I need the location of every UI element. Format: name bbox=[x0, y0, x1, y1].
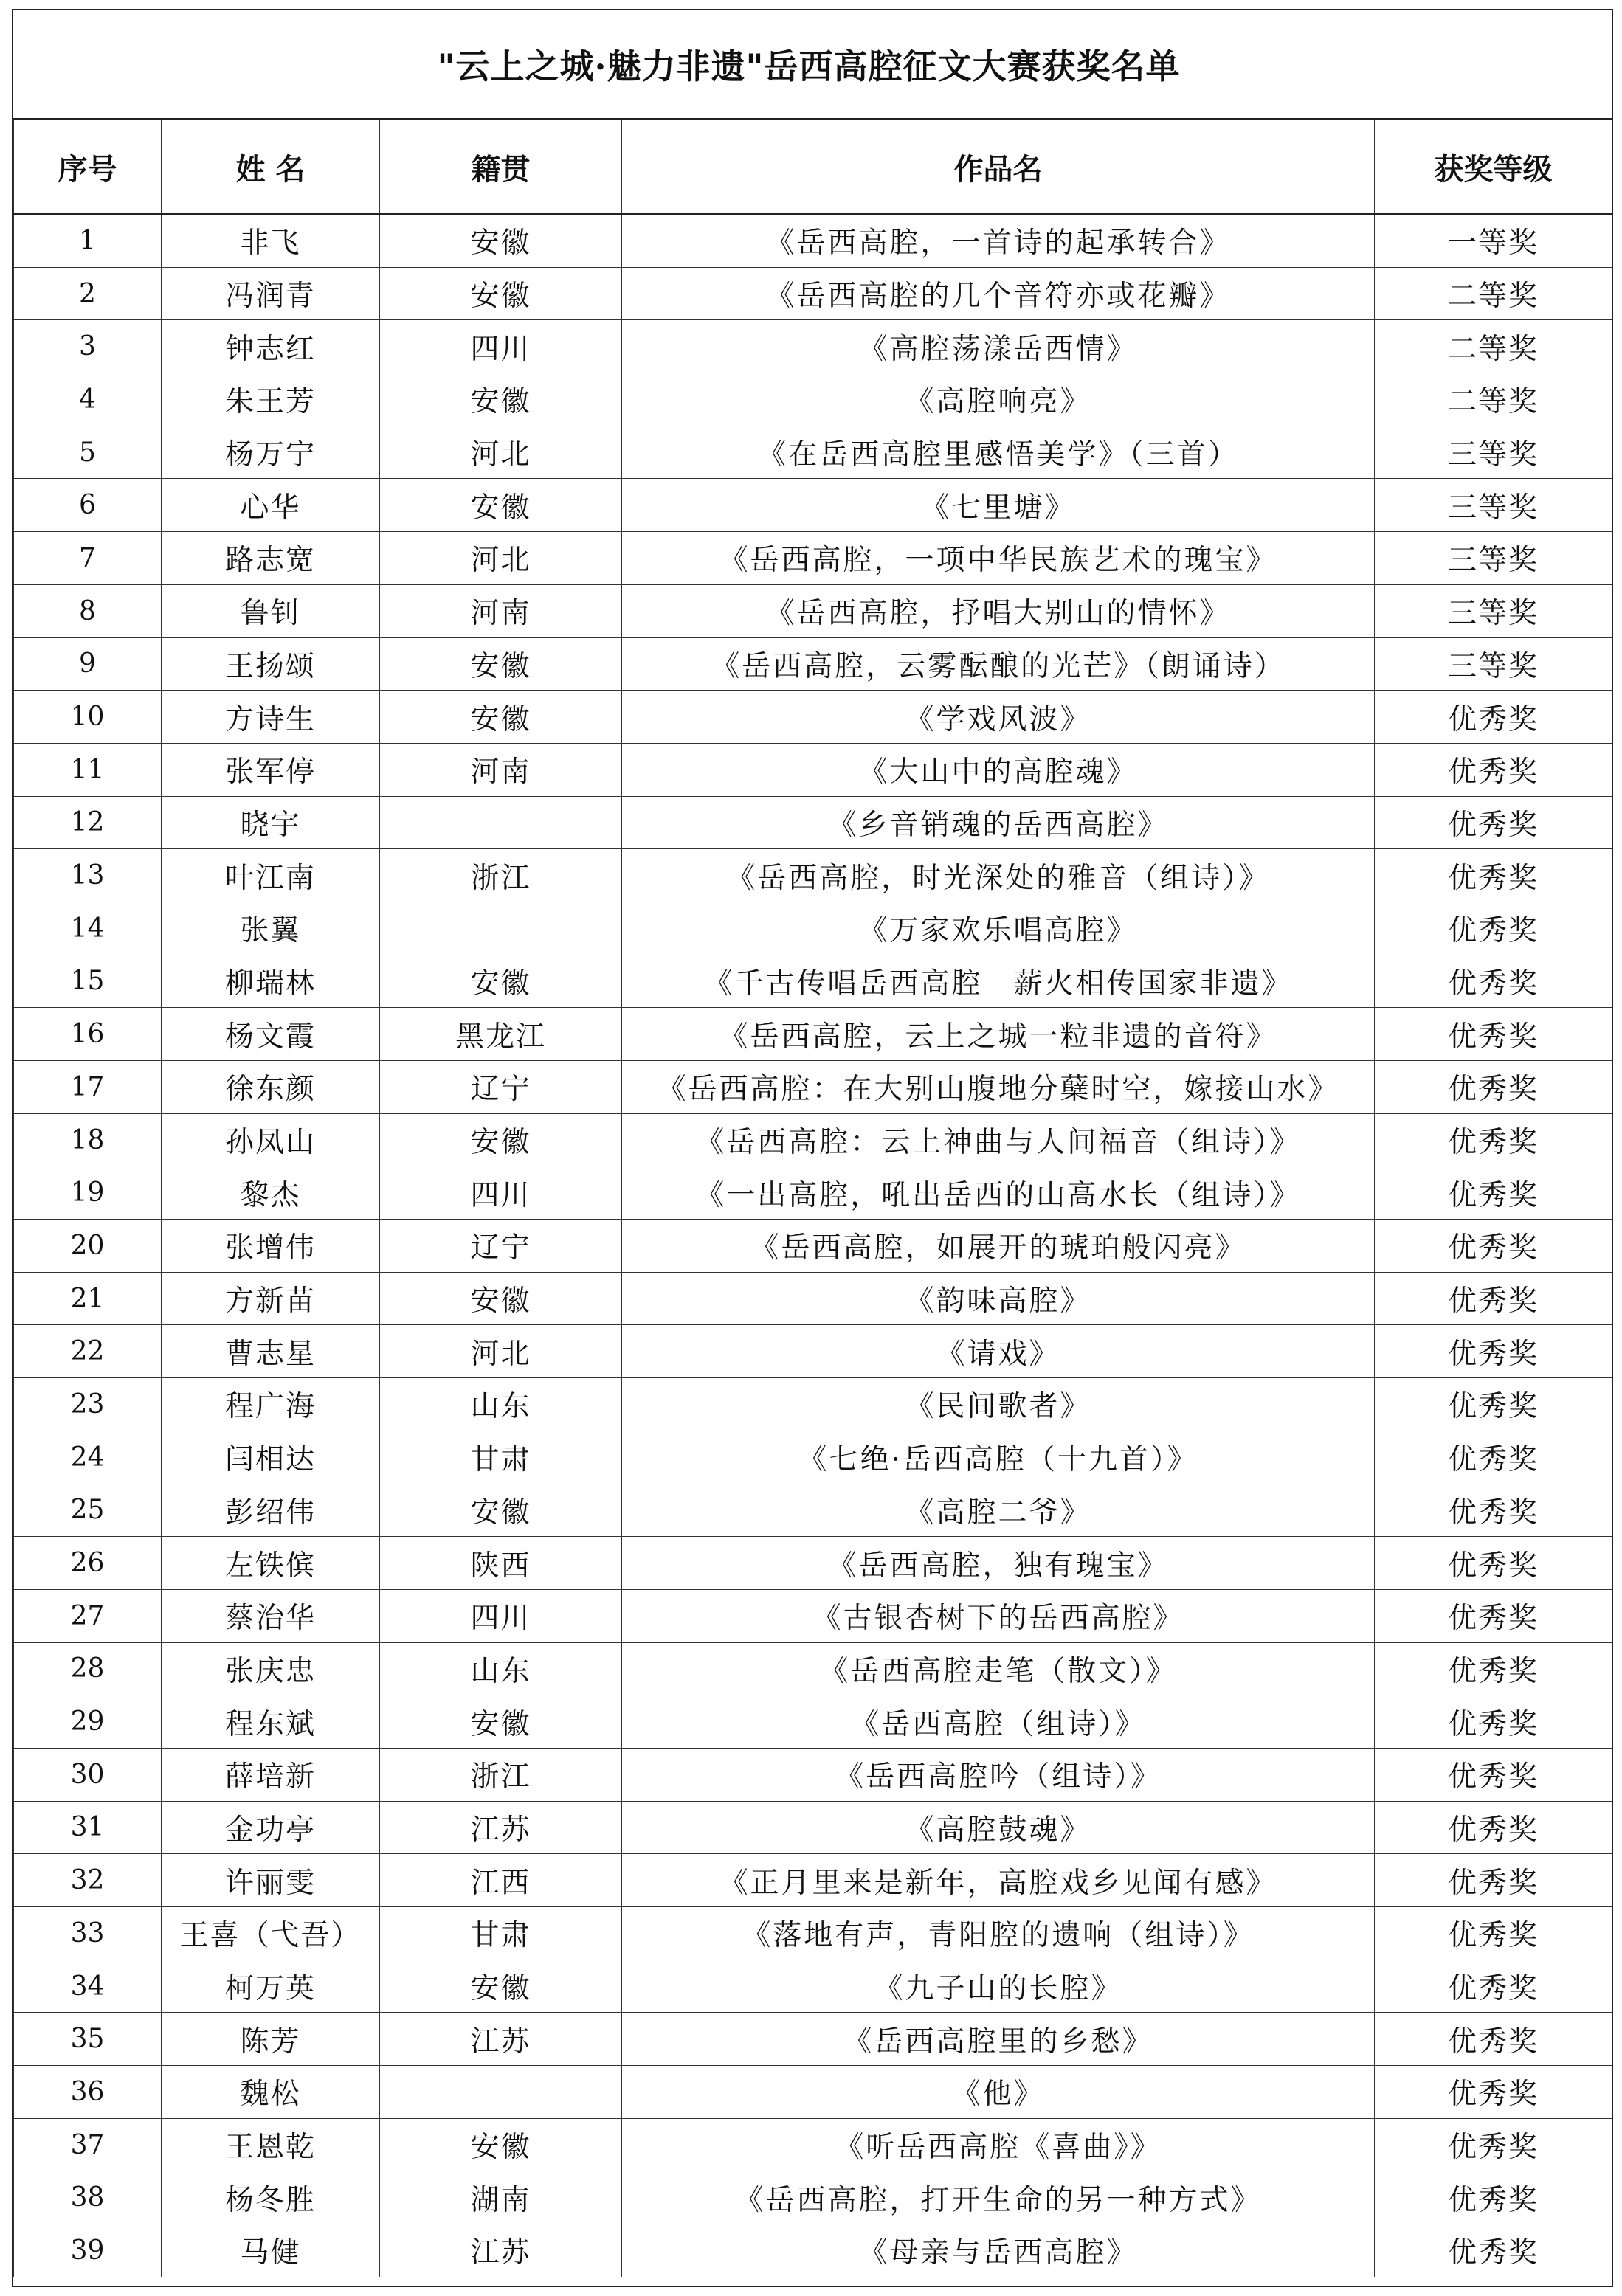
row-number: 26 bbox=[14, 1537, 162, 1590]
work-title: 《七绝·岳西高腔（十九首）》 bbox=[622, 1431, 1375, 1484]
work-title: 《他》 bbox=[622, 2066, 1375, 2119]
winner-origin: 山东 bbox=[380, 1378, 622, 1431]
winner-origin: 辽宁 bbox=[380, 1220, 622, 1273]
table-row bbox=[14, 1907, 1612, 1960]
row-number: 6 bbox=[14, 479, 162, 532]
table-row bbox=[14, 584, 1612, 637]
award-level: 优秀奖 bbox=[1375, 1272, 1612, 1325]
winner-name: 蔡治华 bbox=[162, 1589, 380, 1642]
award-level: 优秀奖 bbox=[1375, 1484, 1612, 1537]
award-level: 三等奖 bbox=[1375, 584, 1612, 637]
winner-origin: 河南 bbox=[380, 584, 622, 637]
work-title: 《岳西高腔，时光深处的雅音（组诗）》 bbox=[622, 849, 1375, 902]
table-row bbox=[14, 532, 1612, 585]
award-table bbox=[13, 120, 1612, 2277]
row-number: 13 bbox=[14, 849, 162, 902]
award-level: 优秀奖 bbox=[1375, 849, 1612, 902]
award-level: 优秀奖 bbox=[1375, 1113, 1612, 1166]
winner-name: 薛培新 bbox=[162, 1748, 380, 1801]
winner-origin: 河北 bbox=[380, 426, 622, 479]
winner-name: 张军停 bbox=[162, 743, 380, 796]
table-row bbox=[14, 1431, 1612, 1484]
winner-origin: 甘肃 bbox=[380, 1431, 622, 1484]
award-level: 优秀奖 bbox=[1375, 2013, 1612, 2066]
winner-origin: 河南 bbox=[380, 743, 622, 796]
winner-name: 左铁傧 bbox=[162, 1537, 380, 1590]
winner-origin: 黑龙江 bbox=[380, 1008, 622, 1061]
award-list-document bbox=[12, 9, 1613, 2287]
work-title: 《高腔响亮》 bbox=[622, 373, 1375, 426]
award-level: 优秀奖 bbox=[1375, 1960, 1612, 2013]
work-title: 《高腔二爷》 bbox=[622, 1484, 1375, 1537]
header-name: 姓 名 bbox=[162, 120, 380, 215]
winner-origin bbox=[380, 2066, 622, 2119]
table-row bbox=[14, 1272, 1612, 1325]
work-title: 《落地有声，青阳腔的遗响（组诗）》 bbox=[622, 1907, 1375, 1960]
work-title: 《听岳西高腔《喜曲》》 bbox=[622, 2118, 1375, 2171]
award-level: 优秀奖 bbox=[1375, 691, 1612, 744]
work-title: 《正月里来是新年，高腔戏乡见闻有感》 bbox=[622, 1854, 1375, 1907]
row-number: 7 bbox=[14, 532, 162, 585]
winner-name: 许丽雯 bbox=[162, 1854, 380, 1907]
winner-name: 魏松 bbox=[162, 2066, 380, 2119]
winner-name: 张翼 bbox=[162, 902, 380, 955]
winner-origin: 安徽 bbox=[380, 955, 622, 1008]
table-row bbox=[14, 2013, 1612, 2066]
work-title: 《岳西高腔，抒唱大别山的情怀》 bbox=[622, 584, 1375, 637]
row-number: 15 bbox=[14, 955, 162, 1008]
winner-origin: 安徽 bbox=[380, 1113, 622, 1166]
winner-origin: 安徽 bbox=[380, 267, 622, 320]
table-row bbox=[14, 637, 1612, 691]
work-title: 《九子山的长腔》 bbox=[622, 1960, 1375, 2013]
winner-name: 晓宇 bbox=[162, 796, 380, 849]
award-level: 优秀奖 bbox=[1375, 1008, 1612, 1061]
winner-name: 程东斌 bbox=[162, 1695, 380, 1749]
table-row bbox=[14, 691, 1612, 744]
row-number: 28 bbox=[14, 1642, 162, 1695]
work-title: 《在岳西高腔里感悟美学》（三首） bbox=[622, 426, 1375, 479]
winner-name: 曹志星 bbox=[162, 1325, 380, 1378]
winner-origin: 辽宁 bbox=[380, 1061, 622, 1114]
work-title: 《千古传唱岳西高腔 薪火相传国家非遗》 bbox=[622, 955, 1375, 1008]
row-number: 24 bbox=[14, 1431, 162, 1484]
winner-name: 黎杰 bbox=[162, 1166, 380, 1220]
award-level: 三等奖 bbox=[1375, 426, 1612, 479]
row-number: 17 bbox=[14, 1061, 162, 1114]
work-title: 《高腔荡漾岳西情》 bbox=[622, 320, 1375, 373]
winner-name: 王恩乾 bbox=[162, 2118, 380, 2171]
table-row bbox=[14, 1589, 1612, 1642]
work-title: 《古银杏树下的岳西高腔》 bbox=[622, 1589, 1375, 1642]
row-number: 20 bbox=[14, 1220, 162, 1273]
winner-origin: 江苏 bbox=[380, 1801, 622, 1854]
work-title: 《岳西高腔，云上之城一粒非遗的音符》 bbox=[622, 1008, 1375, 1061]
row-number: 12 bbox=[14, 796, 162, 849]
winner-name: 非飞 bbox=[162, 214, 380, 267]
table-row bbox=[14, 1854, 1612, 1907]
award-level: 一等奖 bbox=[1375, 214, 1612, 267]
row-number: 27 bbox=[14, 1589, 162, 1642]
award-level: 优秀奖 bbox=[1375, 1801, 1612, 1854]
table-row bbox=[14, 955, 1612, 1008]
winner-name: 方新苗 bbox=[162, 1272, 380, 1325]
winner-origin: 湖南 bbox=[380, 2171, 622, 2224]
table-row bbox=[14, 1325, 1612, 1378]
table-row bbox=[14, 796, 1612, 849]
table-row bbox=[14, 743, 1612, 796]
winner-name: 钟志红 bbox=[162, 320, 380, 373]
work-title: 《岳西高腔：云上神曲与人间福音（组诗）》 bbox=[622, 1113, 1375, 1166]
winner-name: 张庆忠 bbox=[162, 1642, 380, 1695]
row-number: 11 bbox=[14, 743, 162, 796]
work-title: 《岳西高腔吟（组诗）》 bbox=[622, 1748, 1375, 1801]
winner-origin: 安徽 bbox=[380, 1484, 622, 1537]
winner-origin: 江苏 bbox=[380, 2013, 622, 2066]
winner-origin: 河北 bbox=[380, 532, 622, 585]
winner-name: 柯万英 bbox=[162, 1960, 380, 2013]
winner-name: 心华 bbox=[162, 479, 380, 532]
award-level: 优秀奖 bbox=[1375, 1695, 1612, 1749]
winner-origin: 安徽 bbox=[380, 479, 622, 532]
table-header-row bbox=[14, 120, 1612, 215]
winner-name: 孙凤山 bbox=[162, 1113, 380, 1166]
table-row bbox=[14, 2171, 1612, 2224]
award-level: 二等奖 bbox=[1375, 373, 1612, 426]
table-row bbox=[14, 1960, 1612, 2013]
row-number: 33 bbox=[14, 1907, 162, 1960]
row-number: 35 bbox=[14, 2013, 162, 2066]
table-row bbox=[14, 320, 1612, 373]
winner-origin: 河北 bbox=[380, 1325, 622, 1378]
work-title: 《大山中的高腔魂》 bbox=[622, 743, 1375, 796]
row-number: 8 bbox=[14, 584, 162, 637]
winner-name: 杨文霞 bbox=[162, 1008, 380, 1061]
award-level: 优秀奖 bbox=[1375, 2066, 1612, 2119]
award-level: 优秀奖 bbox=[1375, 1061, 1612, 1114]
work-title: 《七里塘》 bbox=[622, 479, 1375, 532]
table-row bbox=[14, 1166, 1612, 1220]
winner-name: 王扬颂 bbox=[162, 637, 380, 691]
table-row bbox=[14, 1220, 1612, 1273]
work-title: 《岳西高腔，打开生命的另一种方式》 bbox=[622, 2171, 1375, 2224]
award-level: 二等奖 bbox=[1375, 320, 1612, 373]
table-row bbox=[14, 1113, 1612, 1166]
winner-origin: 安徽 bbox=[380, 1695, 622, 1749]
row-number: 3 bbox=[14, 320, 162, 373]
row-number: 23 bbox=[14, 1378, 162, 1431]
row-number: 32 bbox=[14, 1854, 162, 1907]
award-level: 三等奖 bbox=[1375, 532, 1612, 585]
work-title: 《民间歌者》 bbox=[622, 1378, 1375, 1431]
winner-name: 杨冬胜 bbox=[162, 2171, 380, 2224]
row-number: 1 bbox=[14, 214, 162, 267]
work-title: 《岳西高腔，一首诗的起承转合》 bbox=[622, 214, 1375, 267]
table-row bbox=[14, 1748, 1612, 1801]
table-row bbox=[14, 1061, 1612, 1114]
winner-origin: 四川 bbox=[380, 1166, 622, 1220]
row-number: 16 bbox=[14, 1008, 162, 1061]
row-number: 19 bbox=[14, 1166, 162, 1220]
award-level: 优秀奖 bbox=[1375, 1431, 1612, 1484]
winner-name: 冯润青 bbox=[162, 267, 380, 320]
award-level: 优秀奖 bbox=[1375, 743, 1612, 796]
work-title: 《母亲与岳西高腔》 bbox=[622, 2224, 1375, 2277]
table-row bbox=[14, 1008, 1612, 1061]
table-row bbox=[14, 2118, 1612, 2171]
winner-origin: 安徽 bbox=[380, 1960, 622, 2013]
award-level: 优秀奖 bbox=[1375, 1907, 1612, 1960]
row-number: 21 bbox=[14, 1272, 162, 1325]
work-title: 《岳西高腔，一项中华民族艺术的瑰宝》 bbox=[622, 532, 1375, 585]
winner-name: 金功亭 bbox=[162, 1801, 380, 1854]
winner-origin: 四川 bbox=[380, 1589, 622, 1642]
winner-origin bbox=[380, 796, 622, 849]
winner-name: 程广海 bbox=[162, 1378, 380, 1431]
row-number: 18 bbox=[14, 1113, 162, 1166]
table-row bbox=[14, 1695, 1612, 1749]
winner-name: 柳瑞林 bbox=[162, 955, 380, 1008]
award-level: 优秀奖 bbox=[1375, 902, 1612, 955]
award-level: 优秀奖 bbox=[1375, 2224, 1612, 2277]
winner-origin: 安徽 bbox=[380, 1272, 622, 1325]
award-level: 优秀奖 bbox=[1375, 1642, 1612, 1695]
award-level: 优秀奖 bbox=[1375, 2171, 1612, 2224]
title-row bbox=[13, 10, 1612, 120]
row-number: 30 bbox=[14, 1748, 162, 1801]
award-level: 优秀奖 bbox=[1375, 1220, 1612, 1273]
table-row bbox=[14, 479, 1612, 532]
header-level: 获奖等级 bbox=[1375, 120, 1612, 215]
table-row bbox=[14, 1537, 1612, 1590]
winner-origin: 江西 bbox=[380, 1854, 622, 1907]
work-title: 《岳西高腔里的乡愁》 bbox=[622, 2013, 1375, 2066]
work-title: 《一出高腔，吼出岳西的山高水长（组诗）》 bbox=[622, 1166, 1375, 1220]
row-number: 37 bbox=[14, 2118, 162, 2171]
winner-origin: 安徽 bbox=[380, 691, 622, 744]
winner-name: 鲁钊 bbox=[162, 584, 380, 637]
row-number: 39 bbox=[14, 2224, 162, 2277]
winner-origin: 甘肃 bbox=[380, 1907, 622, 1960]
work-title: 《岳西高腔：在大别山腹地分蘖时空，嫁接山水》 bbox=[622, 1061, 1375, 1114]
winner-origin: 四川 bbox=[380, 320, 622, 373]
row-number: 14 bbox=[14, 902, 162, 955]
table-row bbox=[14, 2066, 1612, 2119]
award-level: 三等奖 bbox=[1375, 479, 1612, 532]
winner-origin: 安徽 bbox=[380, 214, 622, 267]
winner-name: 彭绍伟 bbox=[162, 1484, 380, 1537]
row-number: 38 bbox=[14, 2171, 162, 2224]
winner-origin bbox=[380, 902, 622, 955]
row-number: 22 bbox=[14, 1325, 162, 1378]
row-number: 9 bbox=[14, 637, 162, 691]
work-title: 《岳西高腔，独有瑰宝》 bbox=[622, 1537, 1375, 1590]
winner-name: 马健 bbox=[162, 2224, 380, 2277]
work-title: 《岳西高腔走笔（散文）》 bbox=[622, 1642, 1375, 1695]
table-row bbox=[14, 1801, 1612, 1854]
row-number: 36 bbox=[14, 2066, 162, 2119]
table-row bbox=[14, 1378, 1612, 1431]
winner-origin: 陕西 bbox=[380, 1537, 622, 1590]
table-row bbox=[14, 2224, 1612, 2277]
work-title: 《岳西高腔，如展开的琥珀般闪亮》 bbox=[622, 1220, 1375, 1273]
table-row bbox=[14, 214, 1612, 267]
work-title: 《学戏风波》 bbox=[622, 691, 1375, 744]
row-number: 10 bbox=[14, 691, 162, 744]
award-level: 三等奖 bbox=[1375, 637, 1612, 691]
winner-name: 方诗生 bbox=[162, 691, 380, 744]
table-body bbox=[14, 214, 1612, 2277]
winner-origin: 安徽 bbox=[380, 637, 622, 691]
row-number: 5 bbox=[14, 426, 162, 479]
winner-name: 叶江南 bbox=[162, 849, 380, 902]
table-row bbox=[14, 902, 1612, 955]
winner-origin: 浙江 bbox=[380, 849, 622, 902]
award-level: 优秀奖 bbox=[1375, 1166, 1612, 1220]
row-number: 2 bbox=[14, 267, 162, 320]
work-title: 《岳西高腔的几个音符亦或花瓣》 bbox=[622, 267, 1375, 320]
winner-name: 朱王芳 bbox=[162, 373, 380, 426]
document-title: "云上之城·魅力非遗"岳西高腔征文大赛获奖名单 bbox=[437, 46, 1181, 86]
award-level: 优秀奖 bbox=[1375, 2118, 1612, 2171]
work-title: 《岳西高腔（组诗）》 bbox=[622, 1695, 1375, 1749]
winner-name: 闫相达 bbox=[162, 1431, 380, 1484]
award-level: 优秀奖 bbox=[1375, 955, 1612, 1008]
table-row bbox=[14, 1484, 1612, 1537]
winner-name: 徐东颜 bbox=[162, 1061, 380, 1114]
row-number: 29 bbox=[14, 1695, 162, 1749]
award-level: 二等奖 bbox=[1375, 267, 1612, 320]
winner-origin: 浙江 bbox=[380, 1748, 622, 1801]
header-origin: 籍贯 bbox=[380, 120, 622, 215]
row-number: 31 bbox=[14, 1801, 162, 1854]
work-title: 《请戏》 bbox=[622, 1325, 1375, 1378]
award-level: 优秀奖 bbox=[1375, 1854, 1612, 1907]
winner-name: 王喜（弋吾） bbox=[162, 1907, 380, 1960]
table-row bbox=[14, 373, 1612, 426]
winner-origin: 安徽 bbox=[380, 373, 622, 426]
award-level: 优秀奖 bbox=[1375, 1378, 1612, 1431]
award-level: 优秀奖 bbox=[1375, 1748, 1612, 1801]
header-no: 序号 bbox=[14, 120, 162, 215]
award-level: 优秀奖 bbox=[1375, 796, 1612, 849]
work-title: 《高腔鼓魂》 bbox=[622, 1801, 1375, 1854]
winner-name: 杨万宁 bbox=[162, 426, 380, 479]
row-number: 34 bbox=[14, 1960, 162, 2013]
table-row bbox=[14, 426, 1612, 479]
winner-name: 路志宽 bbox=[162, 532, 380, 585]
winner-origin: 江苏 bbox=[380, 2224, 622, 2277]
work-title: 《岳西高腔，云雾酝酿的光芒》（朗诵诗） bbox=[622, 637, 1375, 691]
award-level: 优秀奖 bbox=[1375, 1325, 1612, 1378]
row-number: 4 bbox=[14, 373, 162, 426]
table-row bbox=[14, 849, 1612, 902]
work-title: 《乡音销魂的岳西高腔》 bbox=[622, 796, 1375, 849]
award-level: 优秀奖 bbox=[1375, 1537, 1612, 1590]
header-work: 作品名 bbox=[622, 120, 1375, 215]
table-row bbox=[14, 1642, 1612, 1695]
table-row bbox=[14, 267, 1612, 320]
award-level: 优秀奖 bbox=[1375, 1589, 1612, 1642]
row-number: 25 bbox=[14, 1484, 162, 1537]
winner-origin: 安徽 bbox=[380, 2118, 622, 2171]
work-title: 《万家欢乐唱高腔》 bbox=[622, 902, 1375, 955]
winner-name: 张增伟 bbox=[162, 1220, 380, 1273]
work-title: 《韵味高腔》 bbox=[622, 1272, 1375, 1325]
winner-origin: 山东 bbox=[380, 1642, 622, 1695]
winner-name: 陈芳 bbox=[162, 2013, 380, 2066]
